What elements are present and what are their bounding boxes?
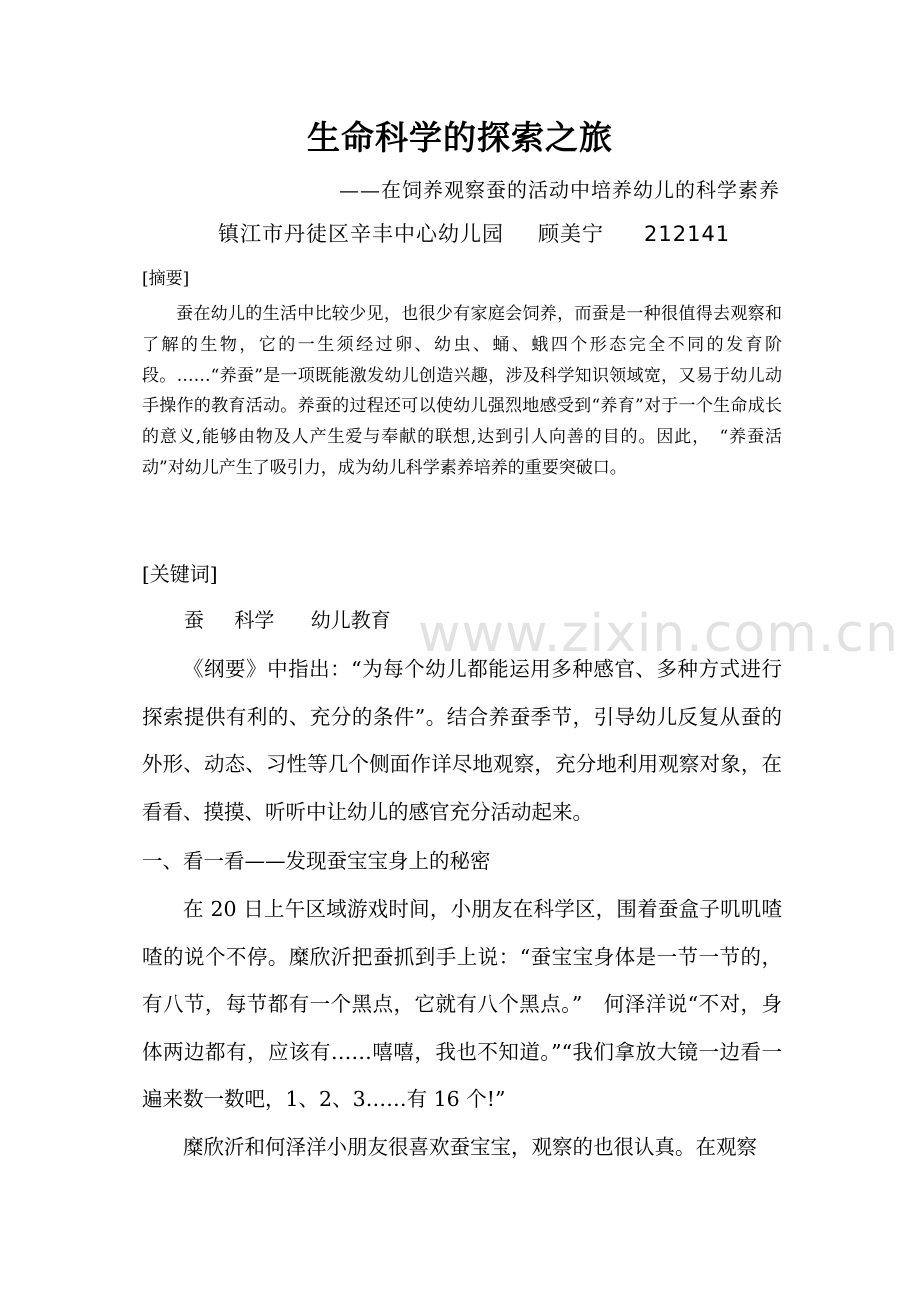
- abstract-heading: [摘要]: [142, 269, 190, 289]
- watermark: www.zixin.com.cn: [418, 604, 899, 664]
- keyword-item: 科学: [234, 608, 275, 632]
- keyword-item: 蚕: [184, 608, 204, 632]
- author-zip: 212141: [644, 222, 731, 246]
- keywords-heading: [关键词]: [142, 562, 218, 586]
- section-heading: 一、看一看——发现蚕宝宝身上的秘密: [142, 849, 491, 873]
- keyword-item: 幼儿教育: [310, 608, 391, 632]
- keywords-list: [184, 604, 421, 633]
- author-name: 顾美宁: [538, 222, 604, 246]
- abstract-text: 蚕在幼儿的生活中比较少见，也很少有家庭会饲养，而蚕是一种很值得去观察和了解的生物，它的一生须经过卵、幼虫、蛹、蛾四个形态完全不同的发育阶段。……“养蚕”是一项既能激发幼儿创造兴趣，涉及科学知识领域宽，又易于幼儿动手操作的教育活动。养蚕的过程还可以使幼儿强烈地感受到“养育”对于一个生命成长的意义,能够由物及人产生爱与奉献的联想,达到引人向善的目的。因此， “养蚕活动”对幼儿产生了吸引力，成为幼儿科学素养培养的重要突破口。: [142, 304, 782, 478]
- body-paragraph: 《纲要》中指出：“为每个幼儿都能运用多种感官、多种方式进行探索提供有利的、充分的条件”。结合养蚕季节，引导幼儿反复从蚕的外形、动态、习性等几个侧面作详尽地观察，充分地利用观察对象，在看看、摸摸、听听中让幼儿的感官充分活动起来。: [142, 657, 782, 824]
- body-paragraph: 在 20 日上午区域游戏时间，小朋友在科学区，围着蚕盒子叽叽喳喳的说个不停。糜欣沂把蚕抓到手上说：“蚕宝宝身体是一节一节的，有八节，每节都有一个黑点，它就有八个黑点。” 何泽洋说“不对，身体两边都有，应该有……嘻嘻，我也不知道。”“我们拿放大镜一边看一遍来数一数吧，1、2、3……有 16 个!”: [142, 897, 782, 1111]
- document-title: 生命科学的探索之旅: [307, 118, 613, 157]
- author-school: 镇江市丹徒区辛丰中心幼儿园: [218, 222, 504, 246]
- document-subtitle: ——在饲养观察蚕的活动中培养幼儿的科学素养: [339, 178, 780, 202]
- author-line: [218, 218, 730, 248]
- body-paragraph: 糜欣沂和何泽洋小朋友很喜欢蚕宝宝，观察的也很认真。在观察: [183, 1135, 757, 1159]
